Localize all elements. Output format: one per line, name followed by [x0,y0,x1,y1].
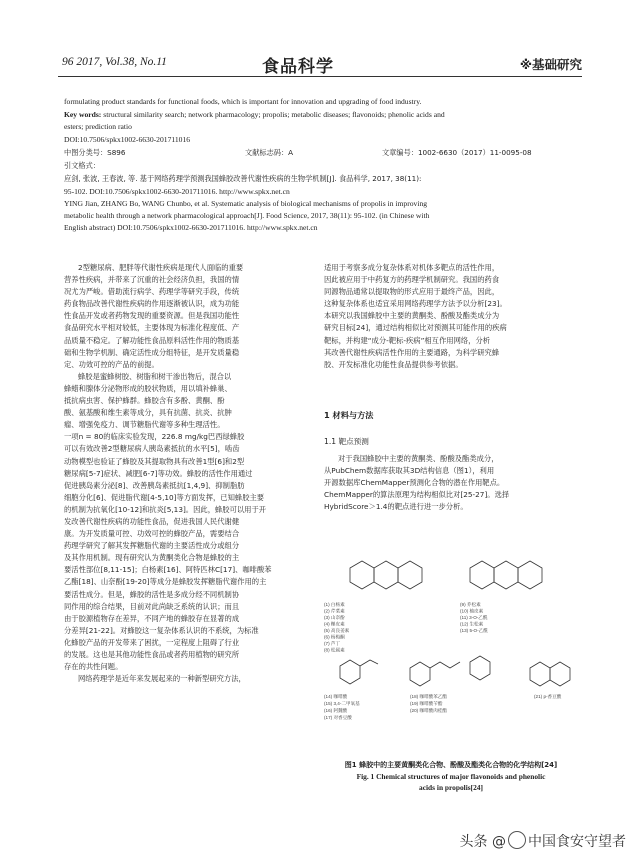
body-line: 的机制为抗氧化[10-12]和抗炎[5,13]。因此，蜂胶可以用于开 [64,504,267,514]
body-line: 2型糖尿病、肥胖等代谢性疾病是现代人面临的重要 [78,263,244,272]
right-column-body-2 [324,453,580,513]
body-line: 品质量不稳定。了解功能性食品原料活性作用的物质基 [64,335,240,345]
figure-label: (2) 芹菜素 [324,608,345,614]
body-line: HybridScore＞1.4的靶点进行进一步分析。 [324,502,468,512]
figure-label: (14) 咖啡酸 [324,694,348,699]
body-line: ChemMapper的算法原理为结构相似比对[25-27]。选择 [324,490,510,500]
body-line: 药理学研究了解其发挥糖脂代谢的主要活性成分或组分 [64,541,240,551]
coumarin-structure-icon [530,662,570,686]
flavone-structure-icon [350,561,422,589]
keywords-label: Key words: [64,110,102,119]
figure-label: (6) 杨梅酮 [324,634,345,640]
figure-label: (16) 阿魏酸 [324,708,348,713]
figure-caption-en-2: acids in propolis[24] [419,783,483,792]
body-line: 酸、氨基酸和维生素等成分，具有抗菌、抗炎、抗肿 [64,408,232,418]
body-line: 存在的共性问题。 [64,662,123,672]
body-line: 动物模型也验证了蜂胶及其提取物具有改善1型[6]和2型 [64,456,245,466]
citation-en-2: metabolic health through a network pharmacological approach[J]. Food Science, 2017, 38(11): 95-102. (in Chinese with [64,211,430,220]
body-line: 蜂蜡和腺体分泌物形成的胶状物质，用以填补蜂巢、 [64,383,232,393]
figure-label: (10) 柚皮素 [460,608,484,614]
figure-label: (5) 高良姜素 [324,628,350,633]
logo-icon [508,831,526,849]
page-header [0,52,640,78]
clc-number: 中图分类号：S896 [64,148,126,157]
body-line: 因此被应用于中药复方的药理学机制研究。我国的药食 [324,275,500,285]
citation-zh-2: 95-102. DOI:10.7506/spkx1002-6630-201711016. http://www.spkx.net.cn [64,187,290,196]
watermark-account: 中国食安守望者 [528,834,626,850]
body-line: 康。为开发质量可控、功效可控的蜂胶产品，需要结合 [64,529,240,539]
keywords-line [64,109,445,120]
body-line: 一项n = 80的临床实验发现，226.8 mg/kg巴西绿蜂胶 [64,432,245,442]
body-line: 及其作用机制。现有研究认为黄酮类化合物是蜂胶的主 [64,553,240,563]
figure-label: (11) 3-O-乙酰 [460,615,488,620]
subsection-heading-1-1: 1.1 靶点预测 [324,437,369,446]
article-number: 文章编号：1002-6630（2017）11-0095-08 [382,148,532,157]
figure-label: (15) 3,4-二甲氧基 [324,701,360,706]
body-line: 药食物品改善代谢性疾病的作用逐渐被认识，成为功能 [64,299,240,309]
body-line: 促进胰岛素分泌[8]、改善胰岛素抵抗[1,4,9]、抑制脂肪 [64,480,245,490]
body-line: 抵抗病虫害、保护蜂群。蜂胶含有多酚、黄酮、酚 [64,396,225,406]
body-line: 营养性疾病，并带来了沉重的社会经济负担，我国的情 [64,275,240,285]
header-rule [58,76,582,77]
keywords-line-2: esters; prediction ratio [64,122,132,131]
body-line: 同源物品通常以提取物的形式应用于最终产品，因此， [324,287,500,297]
citation-en-3: English abstract) DOI:10.7506/spkx1002-6630-201711016. http://www.spkx.net.cn [64,223,318,232]
abstract-tail: formulating product standards for functional foods, which is important for innovation and upgrading of food industry. [64,97,422,106]
right-column-body [324,262,580,371]
section-heading-1: 1 材料与方法 [324,410,374,420]
body-line: 的发展。这也是其他功能性食品或者药用植物的研究所 [64,650,240,659]
body-line: 网络药理学是近年来发展起来的一种新型研究方法， [78,674,246,684]
figure-label: (21) p-香豆酸 [534,694,562,699]
flavone-legend [324,601,350,654]
citation-label: 引文格式： [64,161,100,170]
body-line: 同作用的综合结果，目前对此尚缺乏系统的认识；而且 [64,601,240,611]
body-line: 开源数据库ChemMapper预测化合物的潜在作用靶点。 [324,478,505,488]
figure-label: (9) 乔松素 [460,602,481,607]
body-line: 靶标，并构建“成分-靶标-疾病”相互作用网络，分析 [324,335,491,345]
watermark [460,831,626,851]
figure-label: (18) 咖啡酸苯乙酯 [410,694,448,699]
body-line: 对于我国蜂胶中主要的黄酮类、酚酸及酯类成分， [338,454,499,463]
figure-caption-en-1: Fig. 1 Chemical structures of major flavonoids and phenolic [356,772,546,781]
body-line: 这种复杂体系也适宜采用网络药理学方法予以分析[23]。 [324,299,507,309]
body-line: 定、功效可控的产品的前提。 [64,359,159,369]
body-line: 由于胶源植物存在差异，不同产地的蜂胶存在显著的成 [64,613,240,623]
figure-caption-zh: 图1 蜂胶中的主要黄酮类化合物、酚酸及酯类化合物的化学结构[24] [344,761,558,769]
figure-label: (13) 5-O-乙酰 [460,628,488,633]
figure-1-structures [320,558,580,756]
body-line: 性食品开发或者药物发现的重要资源。但是我国功能性 [64,311,240,321]
coumarin-legend [534,693,562,700]
figure-label: (3) 山奈酚 [324,615,345,620]
flavanone-structure-icon [470,561,542,589]
citation-zh-1: 应剑, 张波, 王春波, 等. 基于网络药理学预测我国蜂胶改善代谢性疾病的生物学机制[J]. 食品科学, 2017, 38(11): [64,174,422,183]
body-line: 糖尿病[5-7]症状、减肥[6-7]等功效。蜂胶的活性作用通过 [64,468,253,478]
body-line: 其改善代谢性疾病活性作用的主要通路，为科学研究蜂 [324,347,500,357]
body-line: 分差异[21-22]。对蜂胶这一复杂体系认识的不系统，为标准 [64,625,259,635]
body-line: 本研究以我国蜂胶中主要的黄酮类、酚酸及酯类成分为 [324,311,500,321]
body-line: 细胞分化[6]、促进脂代谢[4-5,10]等方面发挥，已知蜂胶主要 [64,492,265,502]
figure-label: (20) 咖啡酸肉桂酯 [410,708,448,713]
figure-label: (4) 槲皮素 [324,621,345,627]
body-line: 瘤、增强免疫力、调节糖脂代谢等多种生理活性。 [64,420,225,430]
watermark-source: 头条 @ [459,834,506,850]
body-line: 适用于考察多成分复杂体系对机体多靶点的活性作用， [324,263,500,272]
body-line: 化蜂胶产品的开发带来了困扰，一定程度上阻碍了行业 [64,637,240,647]
body-line: 研究目标[24]，通过结构相似比对预测其可能作用的疾病 [324,323,507,333]
figure-label: (7) 芦丁 [324,641,341,646]
left-column-body [64,262,314,685]
document-code: 文献标志码：A [245,148,294,157]
figure-label: (12) 生松素 [460,621,484,627]
phenolic-acid-legend [324,693,360,721]
journal-title: 食品科学 [262,57,334,77]
body-line: 乙酯[18]、山奈酚[19-20]等成分是蜂胶发挥糖脂代谢作用的主 [64,577,267,587]
figure-label: (19) 咖啡酸苄酯 [410,701,443,706]
caffeate-ester-structure-icon [410,656,490,686]
phenolic-acid-structure-icon [340,660,378,684]
body-line: 础和生物学机制、确定活性成分组特征，是开发质量稳 [64,347,240,357]
body-line: 况尤为严峻。借助流行病学、药理学等研究手段，传统 [64,287,240,297]
body-line: 从PubChem数据库获取其3D结构信息（图1），利用 [324,466,495,476]
body-line: 要活性成分。但是，蜂胶的活性是多成分经不同机制协 [64,589,240,599]
body-line: 蜂胶是蜜蜂树胶、树脂和树干渗出物后，混合以 [78,371,232,381]
figure-label: (17) 对香豆酸 [324,715,352,720]
figure-label: (8) 松属素 [324,647,345,653]
doi-line: DOI:10.7506/spkx1002-6630-201711016 [64,135,191,144]
body-line: 要活性部位[8,11-15]；白杨素[16]、阿特匹林C[17]、咖啡酸苯 [64,565,272,575]
keywords-text: structural similarity search; network pharmacology; propolis; metabolic diseases; flavonoids; phenolic acids and [101,110,445,119]
citation-en-1: YING Jian, ZHANG Bo, WANG Chunbo, et al. Systematic analysis of biological mechanisms of propolis in improving [64,199,428,208]
figure-label: (1) 白杨素 [324,602,345,607]
flavanone-legend [460,601,488,634]
page-number-volume: 96 2017, Vol.38, No.11 [62,56,167,68]
section-label: ※基础研究 [519,57,582,72]
ester-legend [410,693,447,714]
body-line: 食品研究水平相对较低，主要体现为标准化程度低、产 [64,323,240,333]
body-line: 发改善代谢性疾病的功能性食品，促进我国人民代谢健 [64,516,240,526]
body-line: 胶、开发标准化功能性食品提供参考依据。 [324,359,463,369]
body-line: 可以有效改善2型糖尿病人胰岛素抵抗的水平[5]，啮齿 [64,444,240,454]
